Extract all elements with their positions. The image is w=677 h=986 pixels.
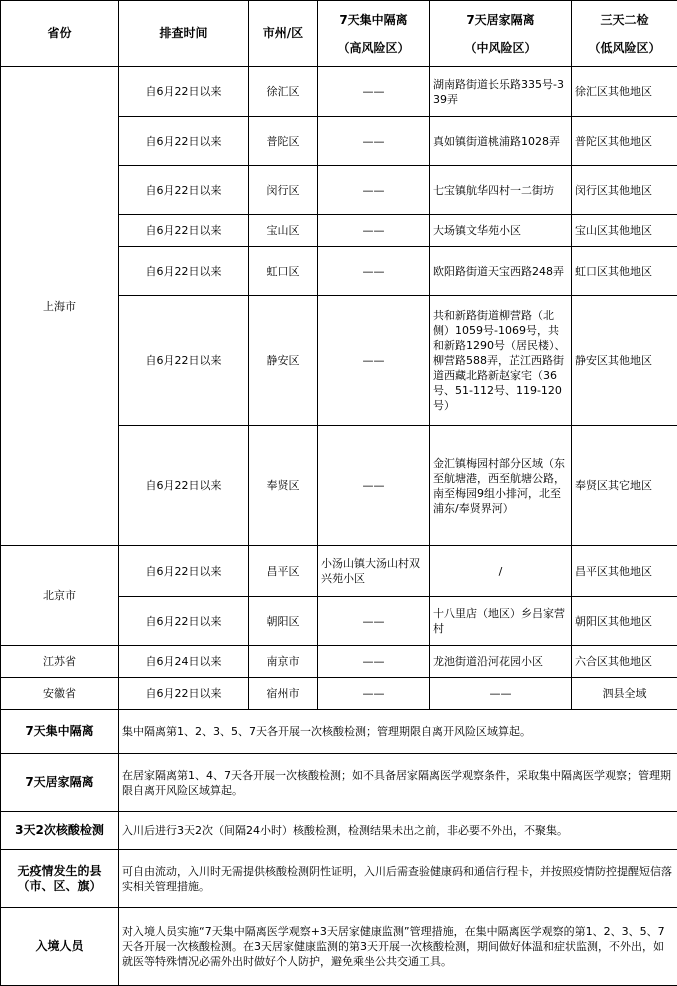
table-row: [1, 678, 677, 710]
district-cell: 宿州市: [249, 678, 318, 710]
header-low-risk-title: 三天二检: [572, 11, 677, 29]
note-row: [1, 754, 677, 812]
district-cell: 宝山区: [249, 215, 318, 247]
header-high-risk-title: 7天集中隔离: [318, 11, 429, 29]
check-time-cell: 自6月22日以来: [119, 296, 249, 426]
district-cell: 静安区: [249, 296, 318, 426]
mid-risk-cell: 金汇镇梅园村部分区域（东至航塘港，西至航塘公路，南至梅园9组小排河，北至浦东/奉贤界河）: [430, 426, 572, 546]
check-time-cell: 自6月22日以来: [119, 166, 249, 215]
district-cell: 闵行区: [249, 166, 318, 215]
low-risk-cell: 静安区其他地区: [572, 296, 677, 426]
mid-risk-cell: ——: [430, 678, 572, 710]
mid-risk-cell: 真如镇街道桃浦路1028弄: [430, 117, 572, 166]
province-jiangsu: 江苏省: [1, 646, 119, 678]
low-risk-cell: 六合区其他地区: [572, 646, 677, 678]
district-cell: 普陀区: [249, 117, 318, 166]
check-time-cell: 自6月24日以来: [119, 646, 249, 678]
check-time-cell: 自6月22日以来: [119, 546, 249, 597]
district-cell: 昌平区: [249, 546, 318, 597]
mid-risk-cell: 龙池街道沿河花园小区: [430, 646, 572, 678]
low-risk-cell: 闵行区其他地区: [572, 166, 677, 215]
header-check-time: 排查时间: [119, 1, 249, 67]
note-row: [1, 812, 677, 850]
low-risk-cell: 泗县全域: [572, 678, 677, 710]
note-label: 7天集中隔离: [1, 710, 119, 754]
high-risk-cell: ——: [318, 117, 430, 166]
note-text: 入川后进行3天2次（间隔24小时）核酸检测，检测结果未出之前，非必要不外出，不聚集。: [119, 812, 677, 850]
high-risk-cell: ——: [318, 296, 430, 426]
note-row: [1, 908, 677, 986]
note-text: 在居家隔离第1、4、7天各开展一次核酸检测；如不具备居家隔离医学观察条件，采取集中隔离医学观察；管理期限自离开风险区域算起。: [119, 754, 677, 812]
high-risk-cell: ——: [318, 215, 430, 247]
mid-risk-cell: 湖南路街道长乐路335号-339弄: [430, 67, 572, 117]
check-time-cell: 自6月22日以来: [119, 247, 249, 296]
high-risk-cell: 小汤山镇大汤山村双兴苑小区: [318, 546, 430, 597]
header-mid-risk-sub: （中风险区）: [430, 39, 571, 57]
header-low-risk: [572, 1, 677, 67]
note-label: 无疫情发生的县（市、区、旗）: [1, 850, 119, 908]
header-city-district: 市州/区: [249, 1, 318, 67]
header-high-risk-sub: （高风险区）: [318, 39, 429, 57]
header-mid-risk: [430, 1, 572, 67]
low-risk-cell: 宝山区其他地区: [572, 215, 677, 247]
note-label: 3天2次核酸检测: [1, 812, 119, 850]
low-risk-cell: 朝阳区其他地区: [572, 597, 677, 646]
check-time-cell: 自6月22日以来: [119, 678, 249, 710]
district-cell: 南京市: [249, 646, 318, 678]
province-anhui: 安徽省: [1, 678, 119, 710]
mid-risk-cell: /: [430, 546, 572, 597]
note-text: 可自由流动，入川时无需提供核酸检测阴性证明，入川后需查验健康码和通信行程卡，并按照疫情防控提醒短信落实相关管理措施。: [119, 850, 677, 908]
mid-risk-cell: 共和新路街道柳营路（北侧）1059号-1069号，共和新路1290号（居民楼）、柳营路588弄，芷江西路街道西藏北路新赵家宅（36号、51-112号、119-120号）: [430, 296, 572, 426]
mid-risk-cell: 欧阳路街道天宝西路248弄: [430, 247, 572, 296]
note-text: 对入境人员实施“7天集中隔离医学观察+3天居家健康监测”管理措施，在集中隔离医学观察的第1、2、3、5、7天各开展一次核酸检测。在3天居家健康监测的第3天开展一次核酸检测，期间做好体温和症状监测，不外出，如就医等特殊情况必需外出时做好个人防护，避免乘坐公共交通工具。: [119, 908, 677, 986]
low-risk-cell: 徐汇区其他地区: [572, 67, 677, 117]
province-shanghai: 上海市: [1, 67, 119, 546]
high-risk-cell: ——: [318, 646, 430, 678]
low-risk-cell: 虹口区其他地区: [572, 247, 677, 296]
district-cell: 朝阳区: [249, 597, 318, 646]
table-row: [1, 546, 677, 597]
low-risk-cell: 昌平区其他地区: [572, 546, 677, 597]
header-high-risk: [318, 1, 430, 67]
note-label: 入境人员: [1, 908, 119, 986]
header-row: [1, 1, 677, 67]
low-risk-cell: 奉贤区其它地区: [572, 426, 677, 546]
header-province: 省份: [1, 1, 119, 67]
mid-risk-cell: 大场镇文华苑小区: [430, 215, 572, 247]
district-cell: 奉贤区: [249, 426, 318, 546]
header-mid-risk-title: 7天居家隔离: [430, 11, 571, 29]
high-risk-cell: ——: [318, 597, 430, 646]
check-time-cell: 自6月22日以来: [119, 215, 249, 247]
low-risk-cell: 普陀区其他地区: [572, 117, 677, 166]
high-risk-cell: ——: [318, 166, 430, 215]
high-risk-cell: ——: [318, 426, 430, 546]
note-label: 7天居家隔离: [1, 754, 119, 812]
province-beijing: 北京市: [1, 546, 119, 646]
header-low-risk-sub: （低风险区）: [572, 39, 677, 57]
check-time-cell: 自6月22日以来: [119, 597, 249, 646]
district-cell: 徐汇区: [249, 67, 318, 117]
check-time-cell: 自6月22日以来: [119, 67, 249, 117]
check-time-cell: 自6月22日以来: [119, 117, 249, 166]
mid-risk-cell: 十八里店（地区）乡吕家营村: [430, 597, 572, 646]
note-row: [1, 850, 677, 908]
table-row: [1, 646, 677, 678]
check-time-cell: 自6月22日以来: [119, 426, 249, 546]
high-risk-cell: ——: [318, 247, 430, 296]
high-risk-cell: ——: [318, 67, 430, 117]
high-risk-cell: ——: [318, 678, 430, 710]
district-cell: 虹口区: [249, 247, 318, 296]
note-row: [1, 710, 677, 754]
mid-risk-cell: 七宝镇航华四村一二街坊: [430, 166, 572, 215]
note-text: 集中隔离第1、2、3、5、7天各开展一次核酸检测；管理期限自离开风险区域算起。: [119, 710, 677, 754]
table-row: [1, 67, 677, 117]
